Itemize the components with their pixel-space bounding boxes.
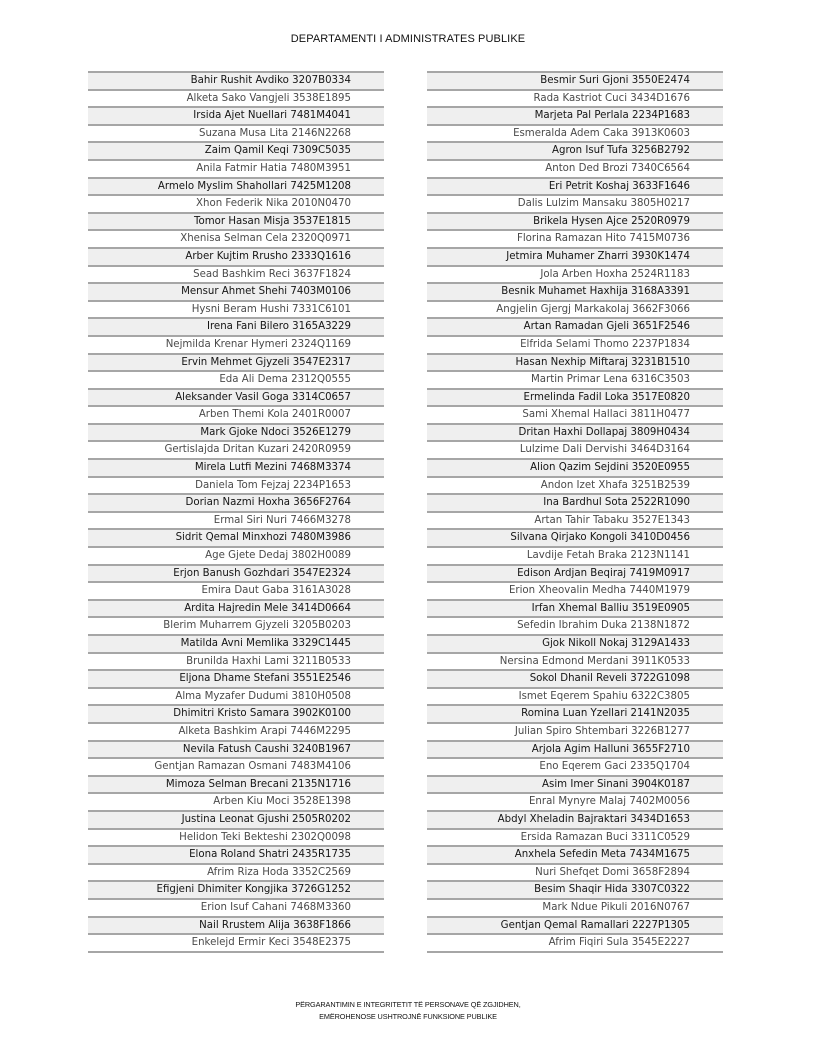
list-item: Afrim Fiqiri Sula 3545E2227 xyxy=(427,933,723,951)
list-item: Afrim Riza Hoda 3352C2569 xyxy=(88,863,384,881)
list-item: Silvana Qirjako Kongoli 3410D0456 xyxy=(427,528,723,546)
list-item: Arjola Agim Halluni 3655F2710 xyxy=(427,740,723,758)
list-item: Bahir Rushit Avdiko 3207B0334 xyxy=(88,71,384,89)
list-item: Gentjan Qemal Ramallari 2227P1305 xyxy=(427,916,723,934)
list-item: Ardita Hajredin Mele 3414D0664 xyxy=(88,599,384,617)
list-item: Andon Izet Xhafa 3251B2539 xyxy=(427,476,723,494)
list-item: Arben Themi Kola 2401R0007 xyxy=(88,405,384,423)
list-item: Hysni Beram Hushi 7331C6101 xyxy=(88,300,384,318)
list-item: Sami Xhemal Hallaci 3811H0477 xyxy=(427,405,723,423)
list-item: Esmeralda Adem Caka 3913K0603 xyxy=(427,124,723,142)
list-item: Nuri Shefqet Domi 3658F2894 xyxy=(427,863,723,881)
list-item: Besmir Suri Gjoni 3550E2474 xyxy=(427,71,723,89)
list-item: Ersida Ramazan Buci 3311C0529 xyxy=(427,828,723,846)
list-item: Arber Kujtim Rrusho 2333Q1616 xyxy=(88,247,384,265)
list-item: Artan Ramadan Gjeli 3651F2546 xyxy=(427,317,723,335)
list-item: Besnik Muhamet Haxhija 3168A3391 xyxy=(427,282,723,300)
list-item: Justina Leonat Gjushi 2505R0202 xyxy=(88,810,384,828)
list-item: Jetmira Muhamer Zharri 3930K1474 xyxy=(427,247,723,265)
page-title: DEPARTAMENTI I ADMINISTRATES PUBLIKE xyxy=(290,33,526,45)
list-item: Romina Luan Yzellari 2141N2035 xyxy=(427,704,723,722)
list-item: Enkelejd Ermir Keci 3548E2375 xyxy=(88,933,384,951)
list-item: Anila Fatmir Hatia 7480M3951 xyxy=(88,159,384,177)
list-item: Blerim Muharrem Gjyzeli 3205B0203 xyxy=(88,616,384,634)
list-item: Gertislajda Dritan Kuzari 2420R0959 xyxy=(88,440,384,458)
list-item: Elona Roland Shatri 2435R1735 xyxy=(88,845,384,863)
name-list-right-column xyxy=(427,71,723,953)
list-item: Sefedin Ibrahim Duka 2138N1872 xyxy=(427,616,723,634)
list-item: Zaim Qamil Keqi 7309C5035 xyxy=(88,141,384,159)
list-item: Dorian Nazmi Hoxha 3656F2764 xyxy=(88,493,384,511)
list-item: Aleksander Vasil Goga 3314C0657 xyxy=(88,388,384,406)
list-item: Age Gjete Dedaj 3802H0089 xyxy=(88,546,384,564)
list-item: Nejmilda Krenar Hymeri 2324Q1169 xyxy=(88,335,384,353)
list-item: Nevila Fatush Caushi 3240B1967 xyxy=(88,740,384,758)
list-item: Brunilda Haxhi Lami 3211B0533 xyxy=(88,652,384,670)
list-item: Helidon Teki Bekteshi 2302Q0098 xyxy=(88,828,384,846)
list-item: Alketa Bashkim Arapi 7446M2295 xyxy=(88,722,384,740)
list-item: Irsida Ajet Nuellari 7481M4041 xyxy=(88,106,384,124)
list-item: Daniela Tom Fejzaj 2234P1653 xyxy=(88,476,384,494)
list-item: Anton Ded Brozi 7340C6564 xyxy=(427,159,723,177)
list-item: Armelo Myslim Shahollari 7425M1208 xyxy=(88,177,384,195)
list-item: Mirela Lutfi Mezini 7468M3374 xyxy=(88,458,384,476)
list-item: Gentjan Ramazan Osmani 7483M4106 xyxy=(88,757,384,775)
list-item: Irena Fani Bilero 3165A3229 xyxy=(88,317,384,335)
list-item: Dhimitri Kristo Samara 3902K0100 xyxy=(88,704,384,722)
list-item: Eri Petrit Koshaj 3633F1646 xyxy=(427,177,723,195)
list-item: Anxhela Sefedin Meta 7434M1675 xyxy=(427,845,723,863)
list-item: Asim Imer Sinani 3904K0187 xyxy=(427,775,723,793)
list-item: Alketa Sako Vangjeli 3538E1895 xyxy=(88,89,384,107)
list-item: Gjok Nikoll Nokaj 3129A1433 xyxy=(427,634,723,652)
list-item: Abdyl Xheladin Bajraktari 3434D1653 xyxy=(427,810,723,828)
list-item: Ismet Eqerem Spahiu 6322C3805 xyxy=(427,687,723,705)
list-item: Julian Spiro Shtembari 3226B1277 xyxy=(427,722,723,740)
list-item: Eda Ali Dema 2312Q0555 xyxy=(88,370,384,388)
list-item: Rada Kastriot Cuci 3434D1676 xyxy=(427,89,723,107)
list-item: Lulzime Dali Dervishi 3464D3164 xyxy=(427,440,723,458)
list-item: Mimoza Selman Brecani 2135N1716 xyxy=(88,775,384,793)
list-item: Alma Myzafer Dudumi 3810H0508 xyxy=(88,687,384,705)
list-item: Mark Gjoke Ndoci 3526E1279 xyxy=(88,423,384,441)
list-item: Marjeta Pal Perlala 2234P1683 xyxy=(427,106,723,124)
list-item: Matilda Avni Memlika 3329C1445 xyxy=(88,634,384,652)
list-item: Sidrit Qemal Minxhozi 7480M3986 xyxy=(88,528,384,546)
list-item: Besim Shaqir Hida 3307C0322 xyxy=(427,880,723,898)
list-item: Artan Tahir Tabaku 3527E1343 xyxy=(427,511,723,529)
list-item: Lavdije Fetah Braka 2123N1141 xyxy=(427,546,723,564)
list-item: Edison Ardjan Beqiraj 7419M0917 xyxy=(427,564,723,582)
list-item: Efigjeni Dhimiter Kongjika 3726G1252 xyxy=(88,880,384,898)
list-item: Suzana Musa Lita 2146N2268 xyxy=(88,124,384,142)
list-item: Dalis Lulzim Mansaku 3805H0217 xyxy=(427,194,723,212)
list-item: Ermelinda Fadil Loka 3517E0820 xyxy=(427,388,723,406)
page-footer xyxy=(0,999,816,1023)
footer-line-2: EMËROHENOSE USHTROJNË FUNKSIONE PUBLIKE xyxy=(319,1012,497,1021)
list-item: Irfan Xhemal Balliu 3519E0905 xyxy=(427,599,723,617)
list-item: Elfrida Selami Thomo 2237P1834 xyxy=(427,335,723,353)
list-item: Nersina Edmond Merdani 3911K0533 xyxy=(427,652,723,670)
list-item: Sead Bashkim Reci 3637F1824 xyxy=(88,265,384,283)
list-item: Eljona Dhame Stefani 3551E2546 xyxy=(88,669,384,687)
list-item: Ermal Siri Nuri 7466M3278 xyxy=(88,511,384,529)
footer-line-1: PËRGARANTIMIN E INTEGRITETIT TË PERSONAVE QË ZGJIDHEN, xyxy=(295,1000,521,1009)
list-item: Eno Eqerem Gaci 2335Q1704 xyxy=(427,757,723,775)
list-item: Dritan Haxhi Dollapaj 3809H0434 xyxy=(427,423,723,441)
list-item: Agron Isuf Tufa 3256B2792 xyxy=(427,141,723,159)
list-item: Jola Arben Hoxha 2524R1183 xyxy=(427,265,723,283)
list-item: Erion Isuf Cahani 7468M3360 xyxy=(88,898,384,916)
list-item: Alion Qazim Sejdini 3520E0955 xyxy=(427,458,723,476)
list-item: Florina Ramazan Hito 7415M0736 xyxy=(427,229,723,247)
list-item: Xhenisa Selman Cela 2320Q0971 xyxy=(88,229,384,247)
list-item: Ina Bardhul Sota 2522R1090 xyxy=(427,493,723,511)
list-item: Mensur Ahmet Shehi 7403M0106 xyxy=(88,282,384,300)
list-item: Erjon Banush Gozhdari 3547E2324 xyxy=(88,564,384,582)
list-item: Ervin Mehmet Gjyzeli 3547E2317 xyxy=(88,353,384,371)
name-list-left-column xyxy=(88,71,384,953)
list-item: Hasan Nexhip Miftaraj 3231B1510 xyxy=(427,353,723,371)
list-item: Xhon Federik Nika 2010N0470 xyxy=(88,194,384,212)
list-item: Tomor Hasan Misja 3537E1815 xyxy=(88,212,384,230)
list-item: Mark Ndue Pikuli 2016N0767 xyxy=(427,898,723,916)
list-item: Brikela Hysen Ajce 2520R0979 xyxy=(427,212,723,230)
list-item: Arben Kiu Moci 3528E1398 xyxy=(88,792,384,810)
list-item: Sokol Dhanil Reveli 3722G1098 xyxy=(427,669,723,687)
list-item: Nail Rrustem Alija 3638F1866 xyxy=(88,916,384,934)
list-item: Erion Xheovalin Medha 7440M1979 xyxy=(427,581,723,599)
list-item: Martin Primar Lena 6316C3503 xyxy=(427,370,723,388)
list-item: Emira Daut Gaba 3161A3028 xyxy=(88,581,384,599)
list-item: Enral Mynyre Malaj 7402M0056 xyxy=(427,792,723,810)
list-item: Angjelin Gjergj Markakolaj 3662F3066 xyxy=(427,300,723,318)
